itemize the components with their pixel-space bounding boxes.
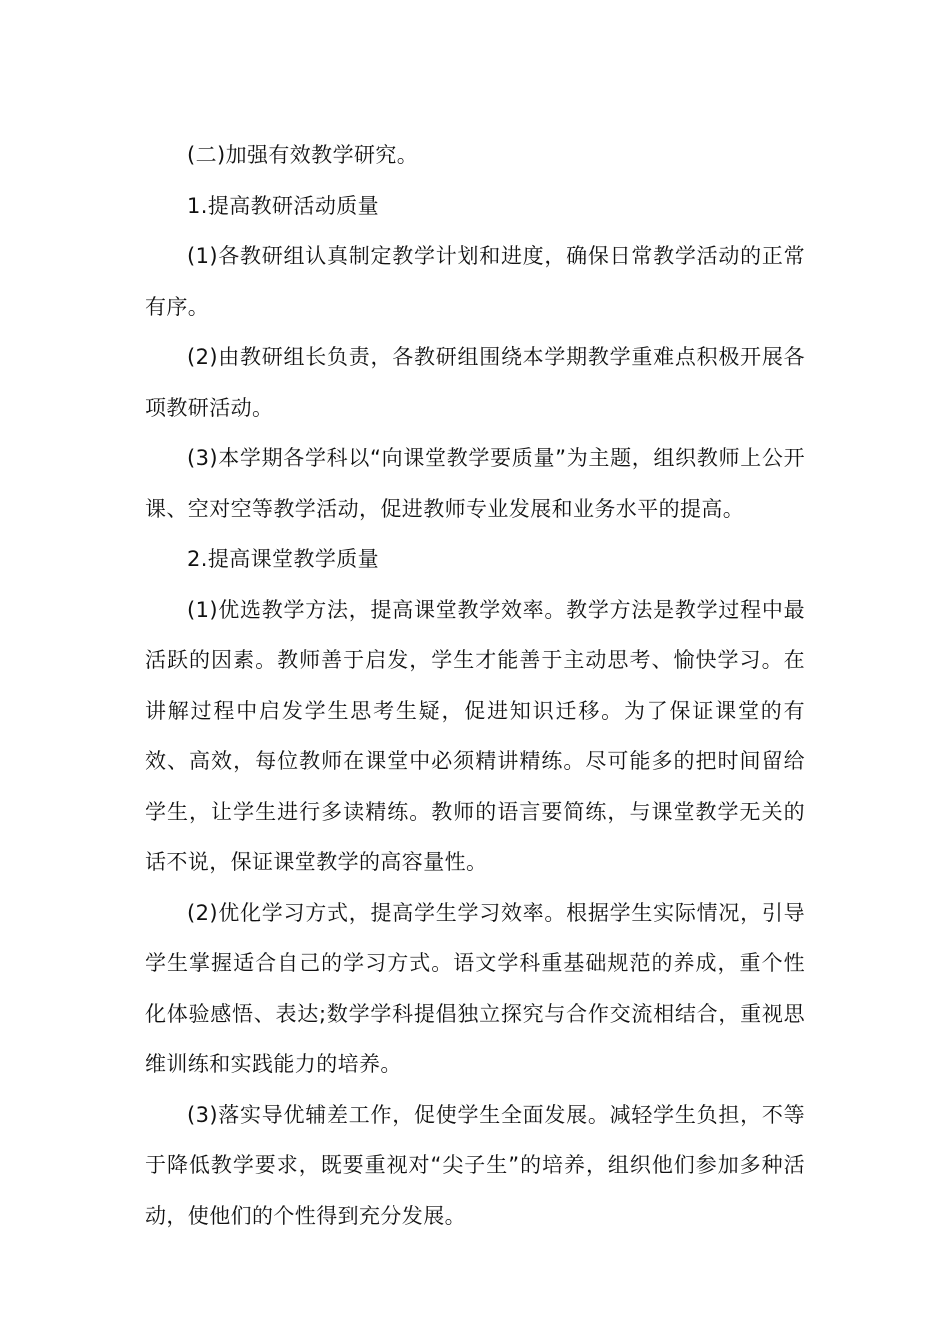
subsection-heading: 1.提高教研活动质量 bbox=[187, 193, 380, 218]
paragraph: (3)本学期各学科以“向课堂教学要质量”为主题，组织教师上公开课、空对空等教学活动，促进教师专业发展和业务水平的提高。 bbox=[145, 446, 805, 521]
document-body bbox=[145, 130, 805, 1241]
paragraph: (2)优化学习方式，提高学生学习效率。根据学生实际情况，引导学生掌握适合自己的学习方式。语文学科重基础规范的养成，重个性化体验感悟、表达;数学学科提倡独立探究与合作交流相结合，重视思维训练和实践能力的培养。 bbox=[145, 900, 805, 1076]
section-heading: (二)加强有效教学研究。 bbox=[187, 143, 419, 167]
subsection-heading: 2.提高课堂教学质量 bbox=[187, 547, 380, 571]
paragraph: (3)落实导优辅差工作，促使学生全面发展。减轻学生负担，不等于降低教学要求，既要重视对“尖子生”的培养，组织他们参加多种活动，使他们的个性得到充分发展。 bbox=[145, 1102, 805, 1228]
paragraph: (2)由教研组长负责，各教研组围绕本学期教学重难点积极开展各项教研活动。 bbox=[145, 345, 805, 420]
paragraph: (1)优选教学方法，提高课堂教学效率。教学方法是教学过程中最活跃的因素。教师善于启发，学生才能善于主动思考、愉快学习。在讲解过程中启发学生思考生疑，促进知识迁移。为了保证课堂的有效、高效，每位教师在课堂中必须精讲精练。尽可能多的把时间留给学生，让学生进行多读精练。教师的语言要简练，与课堂教学无关的话不说，保证课堂教学的高容量性。 bbox=[145, 597, 805, 874]
paragraph: (1)各教研组认真制定教学计划和进度，确保日常教学活动的正常有序。 bbox=[145, 244, 805, 319]
